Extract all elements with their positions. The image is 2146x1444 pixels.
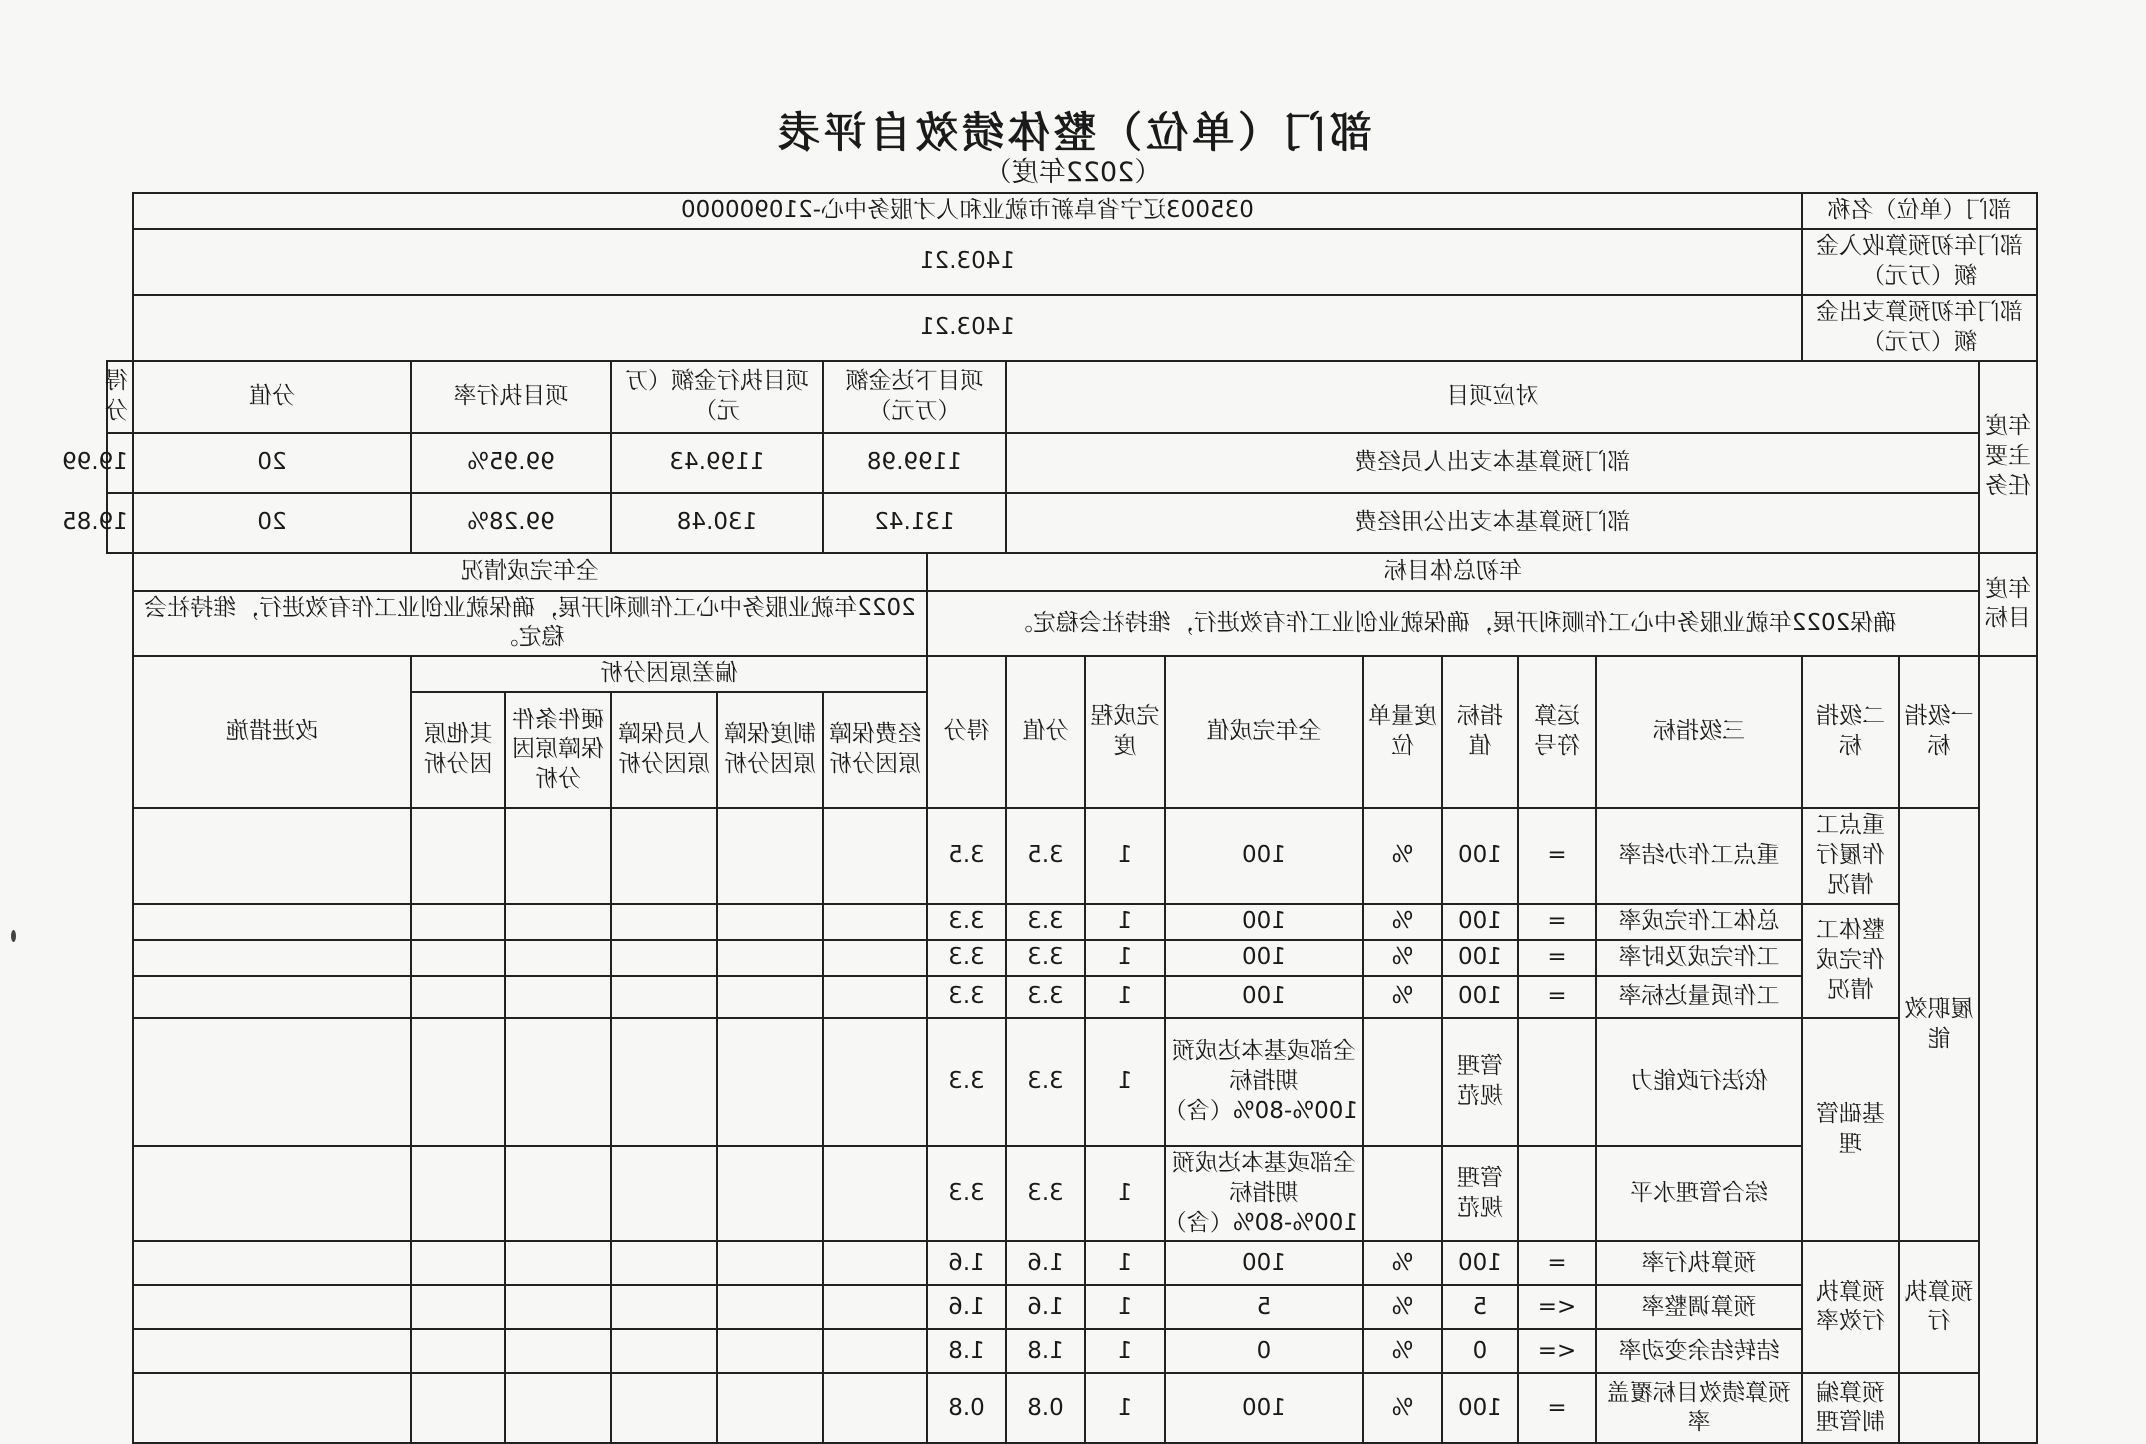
col-operator: 运算符号 [1518,656,1596,808]
indicator-header-row [107,656,2037,692]
level1-cell: 履职效能 [1899,808,1979,1241]
page-subtitle: （2022年度） [984,157,1162,188]
dev-personnel-cell [611,1018,717,1146]
dev-system-cell [717,1146,823,1242]
task-executed: 130.48 [611,493,823,553]
dev-system-cell [717,904,823,940]
col-dev-other: 其他原因分析 [411,692,505,808]
unit-name-label: 部门（单位）名称 [1802,193,2037,229]
completion-text: 2022年就业服务中心工作顺利开展，确保就业创业工作有效进行，维持社会稳定。 [133,591,927,657]
indicator-name: 工作质量达标率 [1596,976,1802,1018]
dev-other-cell [411,976,505,1018]
improve-cell [133,1373,411,1443]
indicator-target: 100 [1442,940,1518,976]
dev-hardware-cell [505,940,611,976]
dev-funding-cell [823,1285,927,1329]
dev-other-cell [411,1018,505,1146]
indicator-weight: 3.3 [1006,1146,1085,1242]
header-row-expense [107,295,2037,361]
task-col-rate: 项目执行率 [411,361,611,433]
indicator-completion: 1 [1085,904,1165,940]
task-project: 部门预算基本支出人员经费 [1006,433,1979,493]
indicator-name: 依法行政能力 [1596,1018,1802,1146]
col-target: 指标值 [1442,656,1518,808]
dev-personnel-cell [611,1241,717,1285]
task-col-weight: 分值 [133,361,411,433]
dev-personnel-cell [611,940,717,976]
indicator-weight: 3.5 [1006,808,1085,904]
indicator-target: 100 [1442,904,1518,940]
indicator-completion: 1 [1085,1241,1165,1285]
indicator-score: 0.8 [927,1373,1006,1443]
dev-hardware-cell [505,1285,611,1329]
task-project: 部门预算基本支出公用经费 [1006,493,1979,553]
indicator-row [107,1241,2037,1285]
task-col-allocated: 项目下达金额（万元） [823,361,1006,433]
indicator-weight: 1.6 [1006,1285,1085,1329]
indicator-target: 100 [1442,1241,1518,1285]
indicator-row [107,808,2037,904]
dev-personnel-cell [611,976,717,1018]
expense-budget-label: 部门年初预算支出金额（万元） [1802,295,2037,361]
indicator-completion: 1 [1085,1373,1165,1443]
dev-personnel-cell [611,1146,717,1242]
indicator-operator: <= [1518,1329,1596,1373]
improve-cell [133,976,411,1018]
dev-funding-cell [823,1241,927,1285]
page-title: 部门（单位）整体绩效自评表 [774,108,1373,157]
col-weight: 分值 [1006,656,1085,808]
dev-funding-cell [823,940,927,976]
indicator-row [107,904,2037,940]
dev-hardware-cell [505,1329,611,1373]
dev-funding-cell [823,1146,927,1242]
indicator-unit: % [1363,1329,1442,1373]
task-weight: 20 [133,493,411,553]
dev-other-cell [411,1373,505,1443]
dev-personnel-cell [611,1373,717,1443]
level2-cell: 基础管理 [1802,1018,1899,1242]
level2-cell: 预算执行效率 [1802,1241,1899,1373]
indicator-row [107,940,2037,976]
indicator-target: 管理规范 [1442,1018,1518,1146]
indicator-score: 3.3 [927,976,1006,1018]
dev-system-cell [717,940,823,976]
indicator-actual: 100 [1165,976,1363,1018]
indicator-actual: 0 [1165,1329,1363,1373]
task-score: 19.85 [107,493,133,553]
indicator-actual: 100 [1165,808,1363,904]
improve-cell [133,1285,411,1329]
indicator-row [107,1146,2037,1242]
indicator-unit: % [1363,976,1442,1018]
dev-hardware-cell [505,976,611,1018]
level2-cell: 整体工作完成情况 [1802,904,1899,1018]
dev-personnel-cell [611,904,717,940]
completion-header: 全年完成情况 [133,553,927,591]
dev-funding-cell [823,976,927,1018]
dev-personnel-cell [611,808,717,904]
dev-system-cell [717,1241,823,1285]
dev-system-cell [717,1018,823,1146]
dev-other-cell [411,1329,505,1373]
indicator-operator: = [1518,904,1596,940]
indicator-unit: % [1363,1373,1442,1443]
header-row-income [107,229,2037,295]
level1-cell [1899,1373,1979,1443]
indicator-row [107,1285,2037,1329]
indicator-name: 预算调整率 [1596,1285,1802,1329]
dev-personnel-cell [611,1329,717,1373]
col-dev-personnel: 人员保障原因分析 [611,692,717,808]
task-col-project: 对应项目 [1006,361,1979,433]
indicator-actual: 100 [1165,1241,1363,1285]
scan-speck [11,930,16,942]
task-score: 19.99 [107,433,133,493]
indicator-operator [1518,1146,1596,1242]
task-rate: 99.28% [411,493,611,553]
col-level3: 三级指标 [1596,656,1802,808]
dev-hardware-cell [505,1241,611,1285]
indicator-weight: 3.3 [1006,1018,1085,1146]
col-deviation: 偏差原因分析 [411,656,927,692]
indicator-completion: 1 [1085,940,1165,976]
level1-cell: 预算执行 [1899,1241,1979,1373]
dev-system-cell [717,1285,823,1329]
indicator-unit: % [1363,1241,1442,1285]
indicator-operator: = [1518,976,1596,1018]
indicator-unit: % [1363,904,1442,940]
dev-system-cell [717,976,823,1018]
indicator-score: 3.3 [927,1018,1006,1146]
indicator-unit: % [1363,940,1442,976]
indicator-weight: 0.8 [1006,1373,1085,1443]
col-unit: 度量单位 [1363,656,1442,808]
dev-hardware-cell [505,904,611,940]
task-row [107,433,2037,493]
indicator-weight: 3.3 [1006,904,1085,940]
indicator-name: 结转结余变动率 [1596,1329,1802,1373]
task-allocated: 131.42 [823,493,1006,553]
indicator-score: 3.3 [927,1146,1006,1242]
indicator-row [107,1018,2037,1146]
dev-personnel-cell [611,1285,717,1329]
indicator-operator: = [1518,940,1596,976]
indicator-score: 1.6 [927,1285,1006,1329]
dev-hardware-cell [505,808,611,904]
dev-funding-cell [823,904,927,940]
indicator-row [107,1329,2037,1373]
indicator-operator: = [1518,1373,1596,1443]
col-improve: 改进措施 [133,656,411,808]
performance-evaluation-table [62,192,2038,1444]
indicator-operator [1518,1018,1596,1146]
task-executed: 1199.43 [611,433,823,493]
level2-cell: 预算编制管理 [1802,1373,1899,1443]
dev-system-cell [717,808,823,904]
indicator-target: 0 [1442,1329,1518,1373]
indicator-actual: 全部或基本达成预期指标100%-80%（含） [1165,1146,1363,1242]
improve-cell [133,1329,411,1373]
indicator-actual: 100 [1165,904,1363,940]
indicator-target: 100 [1442,1373,1518,1443]
task-weight: 20 [133,433,411,493]
indicator-name: 预算绩效目标覆盖率 [1596,1373,1802,1443]
task-rate: 99.95% [411,433,611,493]
col-completion: 完成程度 [1085,656,1165,808]
dev-funding-cell [823,1373,927,1443]
indicator-completion: 1 [1085,1018,1165,1146]
indicator-weight: 3.3 [1006,940,1085,976]
indicator-completion: 1 [1085,1146,1165,1242]
dev-funding-cell [823,1018,927,1146]
indicator-operator: = [1518,1241,1596,1285]
task-col-executed: 项目执行金额（万元） [611,361,823,433]
task-allocated: 1199.98 [823,433,1006,493]
indicator-unit: % [1363,808,1442,904]
col-actual: 全年完成值 [1165,656,1363,808]
header-row-unit-name [107,193,2037,229]
improve-cell [133,808,411,904]
initial-goal-text: 确保2022年就业服务中心工作顺利开展，确保就业创业工作有效进行，维持社会稳定。 [927,591,1979,657]
indicator-name: 总体工作完成率 [1596,904,1802,940]
col-dev-hardware: 硬件条件保障原因分析 [505,692,611,808]
indicator-weight: 1.8 [1006,1329,1085,1373]
dev-hardware-cell [505,1146,611,1242]
col-level1: 一级指标 [1899,656,1979,808]
goal-text-row [107,591,2037,657]
indicator-completion: 1 [1085,976,1165,1018]
level2-cell: 重点工作履行情况 [1802,808,1899,904]
col-level2: 二级指标 [1802,656,1899,808]
indicator-score: 1.8 [927,1329,1006,1373]
improve-cell [133,940,411,976]
indicator-target: 5 [1442,1285,1518,1329]
indicator-completion: 1 [1085,1329,1165,1373]
unit-name-value: 035003辽宁省阜新市就业和人才服务中心-210900000 [133,193,1802,229]
indicator-unit [1363,1018,1442,1146]
indicator-name: 工作完成及时率 [1596,940,1802,976]
indicator-unit [1363,1146,1442,1242]
indicator-score: 3.3 [927,940,1006,976]
indicator-actual: 5 [1165,1285,1363,1329]
indicator-operator: = [1518,808,1596,904]
indicator-score: 3.5 [927,808,1006,904]
indicator-row [107,976,2037,1018]
indicator-completion: 1 [1085,808,1165,904]
improve-cell [133,1146,411,1242]
dev-other-cell [411,1146,505,1242]
col-dev-funding: 经费保障原因分析 [823,692,927,808]
improve-cell [133,1018,411,1146]
task-section-label: 年度主要任务 [1979,361,2037,553]
dev-other-cell [411,904,505,940]
dev-other-cell [411,940,505,976]
indicator-name: 综合管理水平 [1596,1146,1802,1242]
indicator-score: 1.6 [927,1241,1006,1285]
goal-section-label: 年度目标 [1979,553,2037,657]
goal-header-row [107,553,2037,591]
dev-system-cell [717,1329,823,1373]
dev-other-cell [411,1241,505,1285]
improve-cell [133,904,411,940]
dev-funding-cell [823,1329,927,1373]
dev-other-cell [411,808,505,904]
col-dev-system: 制度保障原因分析 [717,692,823,808]
col-score: 得分 [927,656,1006,808]
indicator-target: 100 [1442,976,1518,1018]
indicator-unit: % [1363,1285,1442,1329]
indicator-weight: 1.6 [1006,1241,1085,1285]
indicator-actual: 100 [1165,1373,1363,1443]
income-budget-label: 部门年初预算收入金额（万元） [1802,229,2037,295]
task-header-row [107,361,2037,433]
dev-other-cell [411,1285,505,1329]
indicator-target: 管理规范 [1442,1146,1518,1242]
indicator-completion: 1 [1085,1285,1165,1329]
indicator-actual: 全部或基本达成预期指标100%-80%（含） [1165,1018,1363,1146]
expense-budget-value: 1403.21 [133,295,1802,361]
task-row [107,493,2037,553]
indicator-operator: <= [1518,1285,1596,1329]
indicator-target: 100 [1442,808,1518,904]
indicator-row [107,1373,2037,1443]
indicator-score: 3.3 [927,904,1006,940]
dev-hardware-cell [505,1018,611,1146]
dev-system-cell [717,1373,823,1443]
task-col-score: 得分 [107,361,133,433]
indicator-name: 预算执行率 [1596,1241,1802,1285]
empty-side-column [1979,656,2037,1443]
indicator-name: 重点工作办结率 [1596,808,1802,904]
indicator-weight: 3.3 [1006,976,1085,1018]
improve-cell [133,1241,411,1285]
initial-goal-header: 年初总体目标 [927,553,1979,591]
dev-funding-cell [823,808,927,904]
indicator-actual: 100 [1165,940,1363,976]
income-budget-value: 1403.21 [133,229,1802,295]
dev-hardware-cell [505,1373,611,1443]
